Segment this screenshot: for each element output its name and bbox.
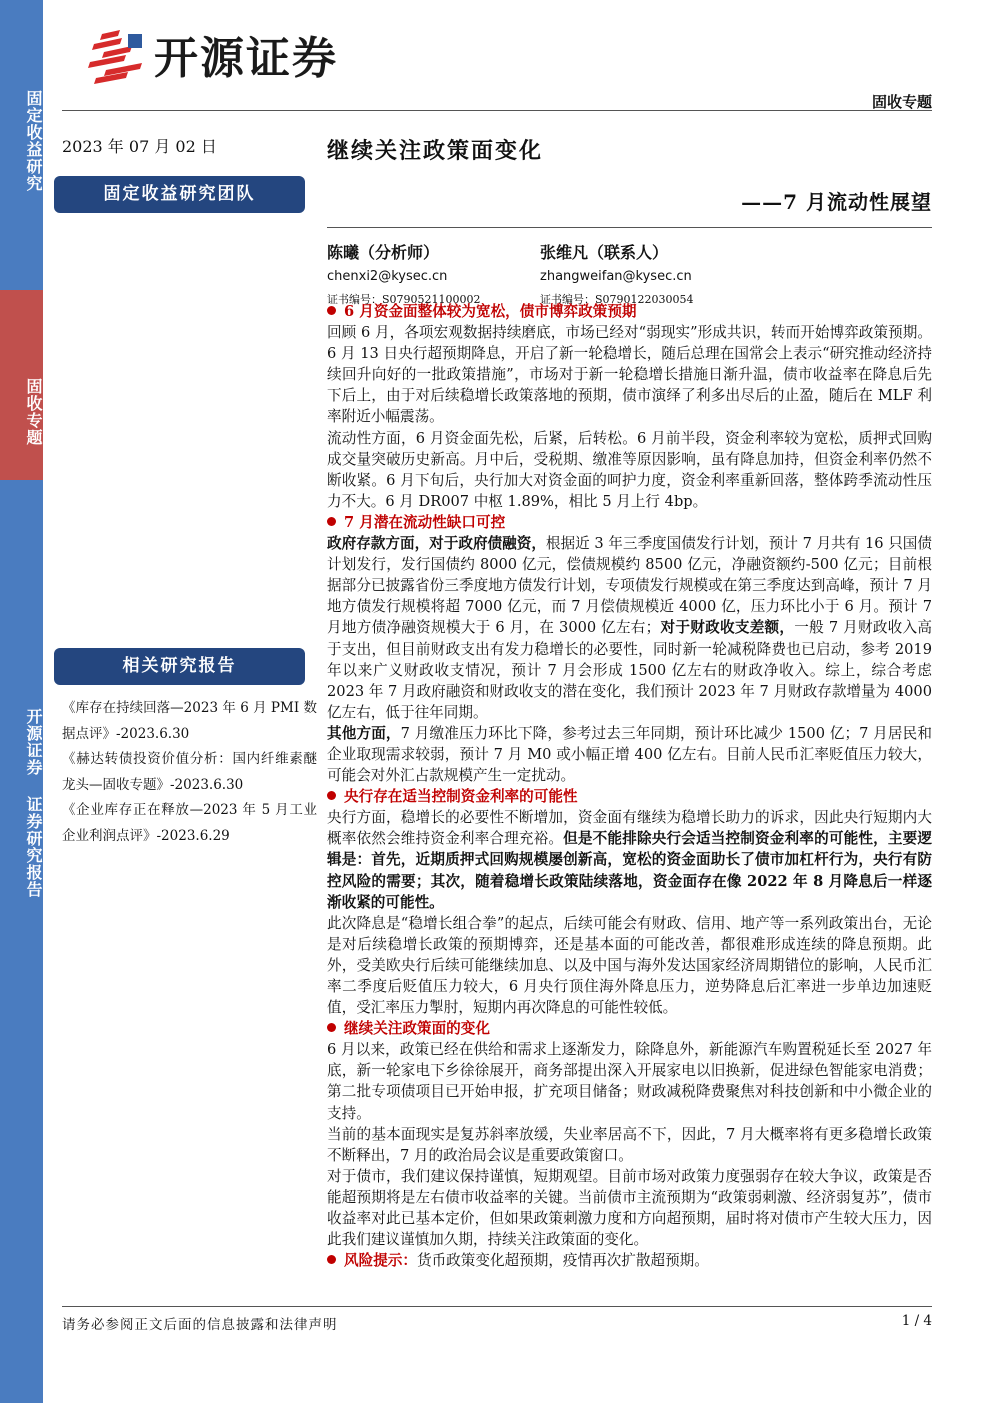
report-date: 2023 年 07 月 02 日 [62, 137, 217, 156]
header-rule [62, 110, 932, 111]
paragraph: 央行方面，稳增长的必要性不断增加，资金面有继续为稳增长助力的诉求，因此央行短期内大概率依然会维持资金利率合理充裕。但是不能排除央行会适当控制资金利率的可能性，主要逻辑是：首先，近期质押式回购规模屡创新高，宽松的资金面助长了债市加杠杆行为，央行有防控风险的需要；其次，随着稳增长政策陆续落地，资金面存在像 2022 年 8 月降息后一样逐渐收紧的可能性。 [327, 809, 932, 911]
sidebar-label-fixed-income: 固定收益研究 [24, 90, 43, 192]
analyst-email[interactable]: zhangweifan@kysec.cn [540, 269, 692, 284]
related-report-item[interactable]: 《库存在持续回落—2023 年 6 月 PMI 数据点评》-2023.6.30 [62, 700, 317, 742]
brand-logo-icon [88, 30, 148, 84]
bullet-icon [327, 306, 336, 315]
analyst-cert: 证书编号：S0790521100002 [327, 293, 481, 306]
bullet-icon [327, 791, 336, 800]
analyst-1 [327, 240, 481, 307]
analyst-email[interactable]: chenxi2@kysec.cn [327, 269, 448, 284]
related-reports-list [62, 696, 317, 849]
risk-note: 风险提示：货币政策变化超预期，疫情再次扩散超预期。 [327, 1250, 932, 1271]
analyst-name: 陈曦（分析师） [327, 243, 440, 262]
analyst-cert: 证书编号：S0790122030054 [540, 293, 694, 306]
bullet-icon [327, 1255, 336, 1264]
section-heading: 央行存在适当控制资金利率的可能性 [327, 786, 932, 807]
section-heading: 6 月资金面整体较为宽松，债市博弈政策预期 [327, 301, 932, 322]
bullet-icon [327, 1023, 336, 1032]
paragraph: 流动性方面，6 月资金面先松，后紧，后转松。6 月前半段，资金利率较为宽松，质押式回购成交量突破历史新高。月中后，受税期、缴准等原因影响，虽有降息加持，但资金利率仍然不断收紧。6 月下旬后，央行加大对资金面的呵护力度，资金利率重新回落，整体跨季流动性压力不大。6 月 DR007 中枢 1.89%，相比 5 月上行 4bp。 [327, 429, 932, 510]
paragraph: 其他方面，7 月缴准压力环比下降，参考过去三年同期，预计环比减少 1500 亿；7 月居民和企业取现需求较弱，预计 7 月 M0 或小幅正增 400 亿左右。目前人民币汇率贬值压力较大，可能会对外汇占款规模产生一定扰动。 [327, 724, 932, 785]
related-report-item[interactable]: 《赫达转债投资价值分析：国内纤维素醚龙头—固收专题》-2023.6.30 [62, 751, 317, 793]
paragraph: 政府存款方面，对于政府债融资，根据近 3 年三季度国债发行计划，预计 7 月共有 16 只国债计划发行，发行国债约 8000 亿元，偿债规模约 8500 亿元，净融资额约-500 亿元；目前根据部分已披露省份三季度地方债发行计划，专项债发行规模或在第三季度达到高峰，预计 7 月地方债发行规模将超 7000 亿元，而 7 月偿债规模近 4000 亿，压力环比小于 6 月。预计 7 月地方债净融资规模大于 6 月，在 3000 亿左右；对于财政收支差额，一般 7 月财政收入高于支出，但目前财政支出有发力稳增长的必要性，同时新一轮减税降费也已启动，参考 2019 年以来广义财政收支情况，预计 7 月会形成 1500 亿左右的财政净收入。综上，综合考虑 2023 年 7 月政府融资和财政收支的潜在变化，我们预计 2023 年 7 月财政存款增量为 4000 亿左右，低于往年同期。 [327, 535, 932, 721]
team-label: 固定收益研究团队 [54, 176, 305, 213]
section-heading: 7 月潜在流动性缺口可控 [327, 512, 932, 533]
brand-name: 开源证券 [154, 33, 338, 84]
related-reports-label: 相关研究报告 [54, 648, 305, 685]
section-heading: 继续关注政策面的变化 [327, 1018, 932, 1039]
sidebar-segment-brand [0, 480, 43, 1403]
paragraph: 6 月以来，政策已经在供给和需求上逐渐发力，除降息外，新能源汽车购置税延长至 2027 年底，新一轮家电下乡徐徐展开，商务部提出深入开展家电以旧换新，促进绿色智能家电消费；第二批专项债项目已开始申报，扩充项目储备；财政减税降费聚焦对科技创新和中小微企业的支持。 [327, 1041, 932, 1122]
footer-disclaimer: 请务必参阅正文后面的信息披露和法律声明 [62, 1317, 338, 1333]
sidebar-segment-topic [0, 290, 43, 480]
doc-type: 固收专题 [871, 93, 932, 111]
analyst-name: 张维凡（联系人） [540, 243, 669, 262]
sidebar-segment-fixed-income [0, 0, 43, 290]
paragraph: 回顾 6 月，各项宏观数据持续磨底，市场已经对“弱现实”形成共识，转而开始博弈政策预期。6 月 13 日央行超预期降息，开启了新一轮稳增长，随后总理在国常会上表示“研究推动经济持续回升向好的一批政策措施”，市场对于新一轮稳增长措施日渐升温，债市收益率在降息后先下后上，由于对后续稳增长政策落地的预期，债市演绎了利多出尽后的止盈，随后在 MLF 利率附近小幅震荡。 [327, 324, 932, 426]
paragraph: 对于债市，我们建议保持谨慎，短期观望。目前市场对政策力度强弱存在较大争议，政策是否能超预期将是左右债市收益率的关键。当前债市主流预期为“政策弱刺激、经济弱复苏”，债市收益率对此已基本定价，但如果政策刺激力度和方向超预期，届时将对债市产生较大压力，因此我们建议谨慎加久期，持续关注政策面的变化。 [327, 1167, 932, 1249]
sidebar-label-topic: 固收专题 [24, 378, 43, 446]
report-title: 继续关注政策面变化 [327, 138, 544, 164]
report-subtitle: ——7 月流动性展望 [741, 190, 932, 214]
bullet-icon [327, 517, 336, 526]
footer-rule [62, 1306, 932, 1307]
sidebar-label-brand: 开源证券 证券研究报告 [24, 708, 43, 898]
related-report-item[interactable]: 《企业库存正在释放—2023 年 5 月工业企业利润点评》-2023.6.29 [62, 802, 317, 844]
page-number: 1 / 4 [901, 1313, 932, 1329]
paragraph: 此次降息是“稳增长组合拳”的起点，后续可能会有财政、信用、地产等一系列政策出台，无论是对后续稳增长政策的预期博弈，还是基本面的可能改善，都很难形成连续的降息预期。此外，受美欧央行后续可能继续加息、以及中国与海外发达国家经济周期错位的影响，人民币汇率二季度后贬值压力较大，6 月央行顶住海外降息压力，逆势降息后汇率进一步单边加速贬值，受汇率压力掣肘，短期内再次降息的可能性较低。 [327, 914, 932, 1017]
analyst-rule [327, 227, 932, 228]
sidebar [0, 0, 43, 1403]
paragraph: 当前的基本面现实是复苏斜率放缓，失业率居高不下，因此，7 月大概率将有更多稳增长政策不断释出，7 月的政治局会议是重要政策窗口。 [327, 1125, 932, 1164]
report-body [327, 301, 932, 1271]
analyst-2 [540, 240, 694, 307]
